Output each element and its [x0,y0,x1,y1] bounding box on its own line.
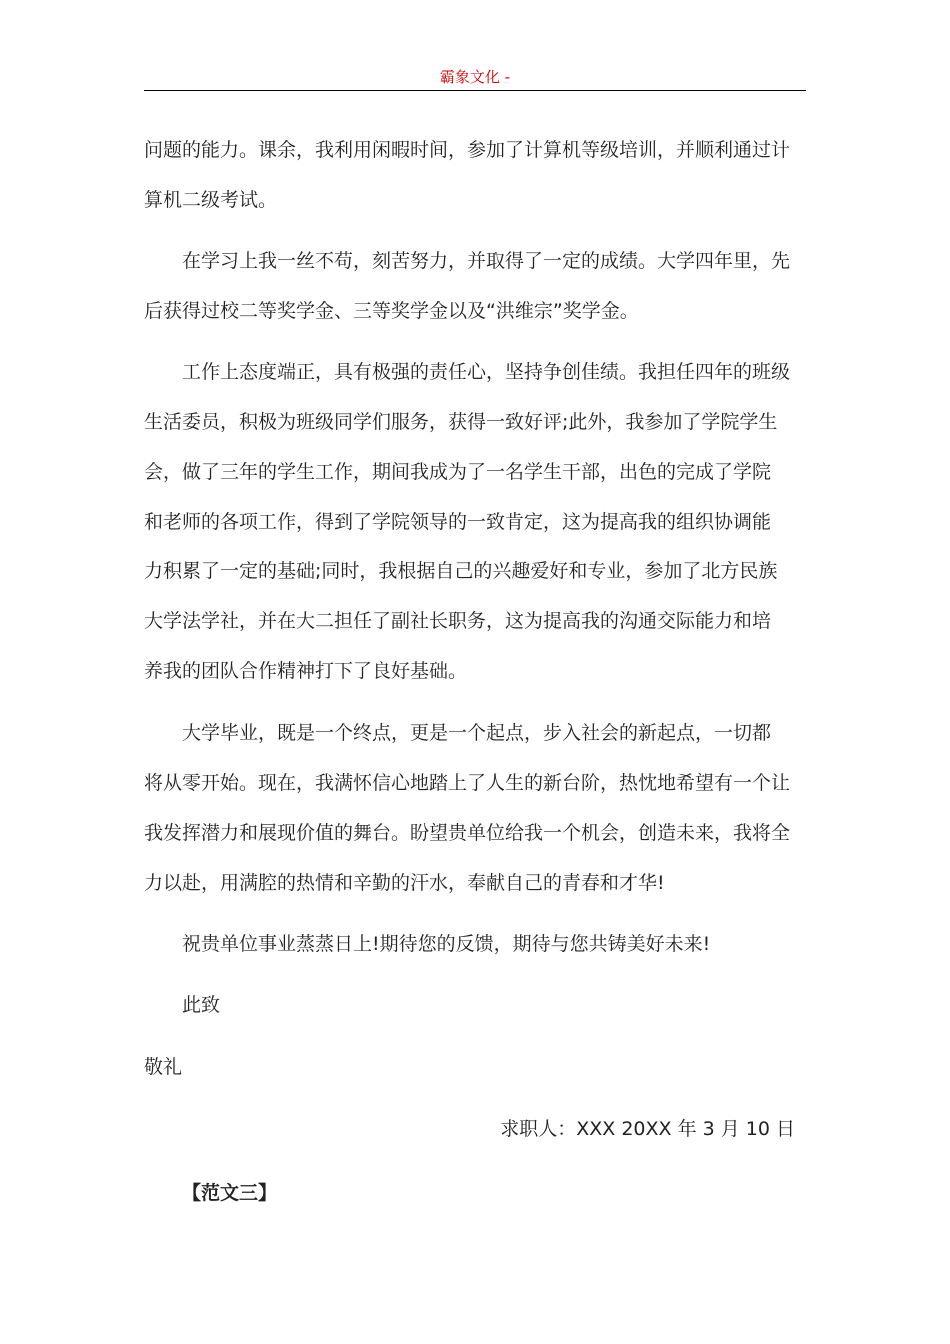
paragraph-line: 大学法学社，并在大二担任了副社长职务，这为提高我的沟通交际能力和培 [144,610,772,632]
paragraph-line: 将从零开始。现在，我满怀信心地踏上了人生的新台阶，热忱地希望有一个让 [144,772,791,794]
salutation-jingli: 敬礼 [144,1056,183,1078]
paragraph-line: 算机二级考试。 [144,189,278,211]
header-rule [144,90,806,91]
closing-wish: 祝贵单位事业蒸蒸日上!期待您的反馈，期待与您共铸美好未来! [182,933,711,955]
signature-line: 求职人：XXX 20XX 年 3 月 10 日 [500,1118,795,1140]
paragraph-line: 我发挥潜力和展现价值的舞台。盼望贵单位给我一个机会，创造未来，我将全 [144,822,791,844]
paragraph-line: 后获得过校二等奖学金、三等奖学金以及“洪维宗”奖学金。 [144,300,639,322]
paragraph-line: 养我的团队合作精神打下了良好基础。 [144,660,468,682]
salutation-cizhi: 此致 [182,994,221,1016]
paragraph-line: 力积累了一定的基础;同时，我根据自己的兴趣爱好和专业，参加了北方民族 [144,560,778,582]
paragraph-line: 在学习上我一丝不苟，刻苦努力，并取得了一定的成绩。大学四年里，先 [182,250,791,272]
page-header: 霸象文化 - [439,68,511,86]
section-heading: 【范文三】 [182,1182,278,1204]
paragraph-line: 和老师的各项工作，得到了学院领导的一致肯定，这为提高我的组织协调能 [144,511,772,533]
paragraph-line: 问题的能力。课余，我利用闲暇时间，参加了计算机等级培训，并顺利通过计 [144,139,791,161]
paragraph-line: 大学毕业，既是一个终点，更是一个起点，步入社会的新起点，一切都 [182,722,772,744]
paragraph-line: 力以赴，用满腔的热情和辛勤的汗水，奉献自己的青春和才华! [144,872,665,894]
paragraph-line: 会，做了三年的学生工作，期间我成为了一名学生干部，出色的完成了学院 [144,461,772,483]
paragraph-line: 工作上态度端正，具有极强的责任心，坚持争创佳绩。我担任四年的班级 [182,361,791,383]
paragraph-line: 生活委员，积极为班级同学们服务，获得一致好评;此外，我参加了学院学生 [144,411,778,433]
